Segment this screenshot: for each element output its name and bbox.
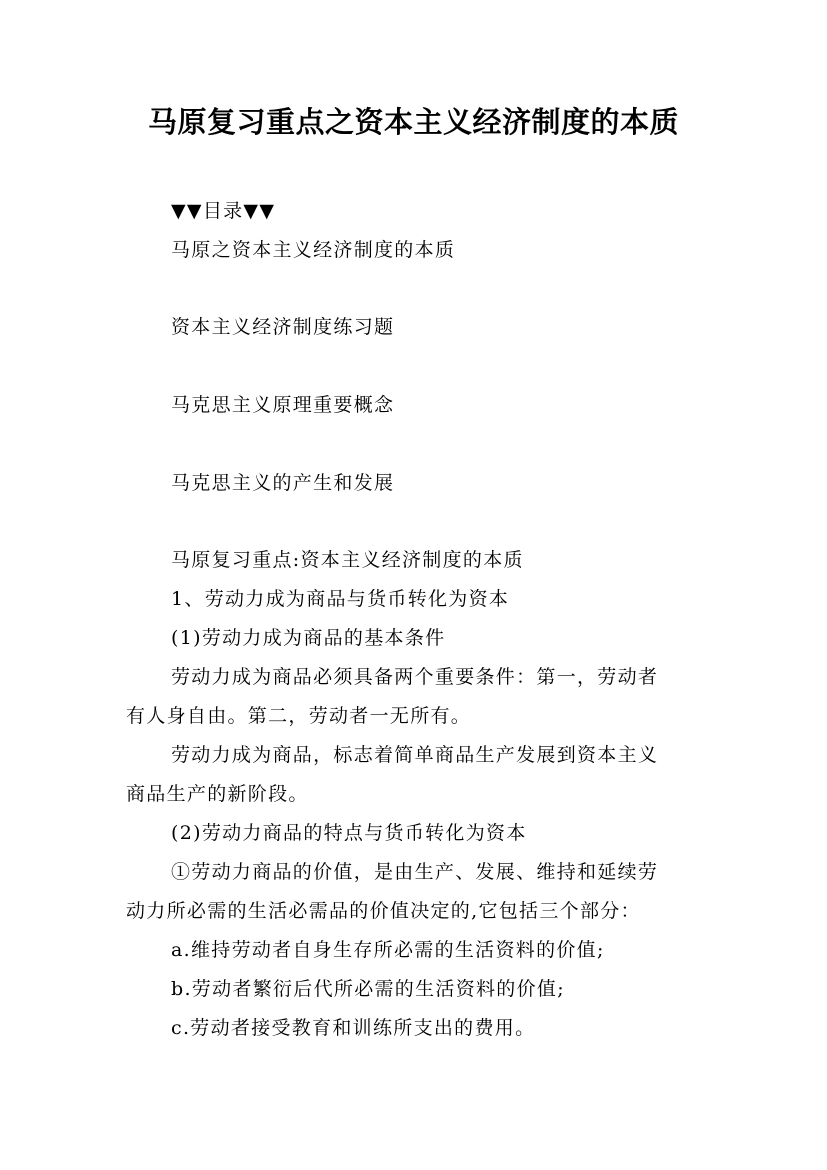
toc-item-3[interactable]: 马克思主义原理重要概念 (171, 394, 395, 416)
toc-item-1[interactable]: 马原之资本主义经济制度的本质 (171, 239, 456, 261)
paragraph-line: 有人身自由。第二，劳动者一无所有。 (126, 705, 472, 727)
subsection-heading: (1)劳动力成为商品的基本条件 (171, 627, 446, 649)
subsection-heading: 1、劳动力成为商品与货币转化为资本 (171, 588, 510, 610)
subsection-heading: (2)劳动力商品的特点与货币转化为资本 (171, 822, 527, 844)
paragraph-line: 劳动力成为商品必须具备两个重要条件：第一，劳动者 (171, 666, 659, 688)
list-item: a.维持劳动者自身生存所必需的生活资料的价值; (171, 939, 605, 961)
document-title: 马原复习重点之资本主义经济制度的本质 (147, 105, 679, 139)
list-item: c.劳动者接受教育和训练所支出的费用。 (171, 1017, 536, 1039)
paragraph-line: 动力所必需的生活必需品的价值决定的,它包括三个部分： (126, 900, 641, 922)
paragraph-line: 劳动力成为商品，标志着简单商品生产发展到资本主义 (171, 744, 659, 766)
paragraph-line: 商品生产的新阶段。 (126, 783, 309, 805)
paragraph-line: ①劳动力商品的价值，是由生产、发展、维持和延续劳 (171, 861, 659, 883)
toc-item-2[interactable]: 资本主义经济制度练习题 (171, 316, 395, 338)
list-item: b.劳动者繁衍后代所必需的生活资料的价值; (171, 978, 565, 1000)
toc-item-4[interactable]: 马克思主义的产生和发展 (171, 472, 395, 494)
toc-heading: ▼▼目录▼▼ (171, 200, 276, 222)
section-heading: 马原复习重点:资本主义经济制度的本质 (171, 549, 524, 571)
